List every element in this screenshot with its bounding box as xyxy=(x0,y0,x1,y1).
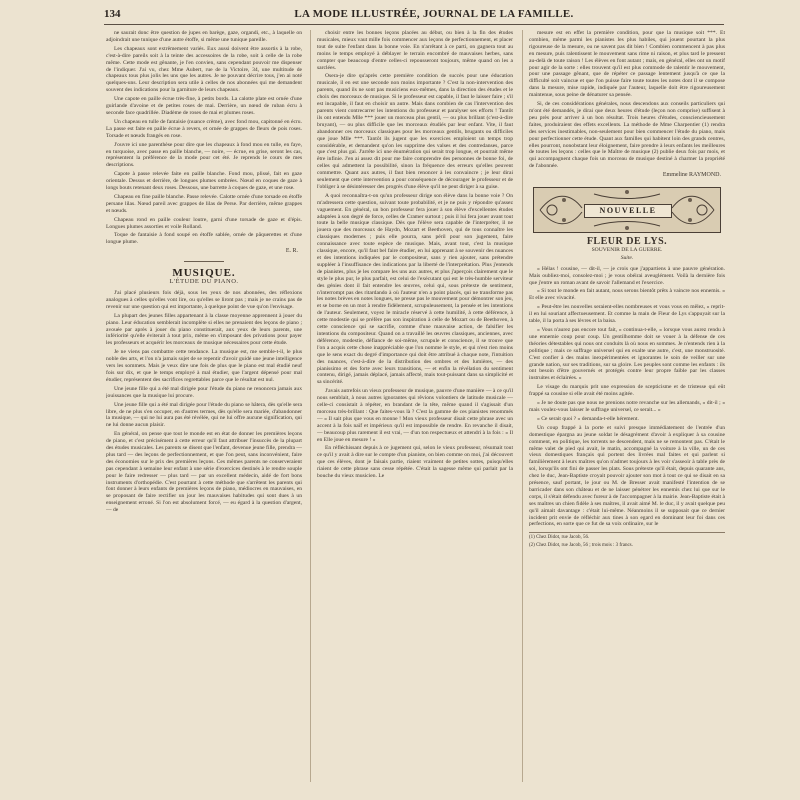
fashion-signature: E. R. xyxy=(285,248,298,255)
music-article-end xyxy=(529,30,725,170)
column-left xyxy=(106,30,302,782)
paragraph: Chapeau rond en paille couleur loutre, garni d'une torsade de gaze et d'épis. Longues plumes assorties et voile Rolland. xyxy=(106,216,302,230)
paragraph: « Si tout le monde en fait autant, nous serons bientôt prêts à vaincre nos ennemis. » Et elle avec vivacité. xyxy=(529,288,725,302)
fashion-article xyxy=(106,30,302,246)
paragraph: Un coup frappé à la porte et suivi presque immédiatement de l'entrée d'un domestique épargna au jeune soldat le désagrément d'avoir à expliquer à sa cousine comment, en politique, les torrents ne descendent, mais ne se remontent pas. C'était le même valet de pied qui avait, le matin, accompagné la voiture à la ville, un de ces vieux domestiques français qui portent des livrées mal faites et qui parlent si familièrement à leurs maîtres qu'on n'admet toujours à les voir s'asseoir à table près de soi, lorsqu'ils ont fini de passer les plats. Sous prétexte qu'il était, depuis quarante ans, chez le duc, Jean-Baptiste croyait pouvoir ajouter son mot à tout ce qui se disait en sa présence, sauf portant, le jour ou M. de Bresser avait manifesté l'intention de se barricader dans son château et de ne laisser pénétrer les ennemis chez lui que sur le corps, il s'était défendu avec fureur à de l'accompagner à la mairie. Jean-Baptiste était à ses maîtres un chien fidèle à ses maîtres, il avait aimé M. le duc, il y avait quelque peu qu'il aimait davantage : c'était lui-même. Néanmoins il se supposait que ce dernier incident prit envie de réfléchir aux tines à son egard en dominant leur foi dans ces perfections, en sorte que ce fut de sa voix ordinaire, sur le xyxy=(529,424,725,528)
footnote: (1) Chez Didot, rue Jacob, 56. xyxy=(529,535,590,541)
paragraph: Le visage du marquis prit une expression de scepticisme et de tristesse qui eût frappé sa cousine si elle avait été moins agitée. xyxy=(529,384,725,398)
paragraph: Osera-je dire qu'après cette première condition de succès pour une éducation musicale, il en est une seconde non moins importante ? C'est la non-intervention des parents, quand ils ne sont pas musiciens eux-mêmes, dans la direction des études et le choix des morceaux de musique. Si le professeur est capable, il faut le laisser faire ; s'il est incapable, il faut en choisir un autre. Mais dans combien de cas l'intervention des parents vient contrecarrer les intentions du professeur et paralyser ses efforts ! Tantôt ils ont entendu Mlle *** jouer un morceau plus gentil, — ou plus brillant (c'est-à-dire bruyant), — ou plus difficile que les morceaux étudiés par leur enfant. Vite, il faut abandonner ces morceaux classiques pour les morceaux gentils, brugants ou difficiles que joue Mlle ***. Tantôt ils jugent que les exercices emploient un temps trop considérable, et demandent qu'on les supprime des valses et des contredanses, parce que c'est plus gai. J'arrête ici une énumération qui serait trop longue, et pourrait même être infinie. J'en ai assez dit pour me faire comprendre des personnes de bonne foi, de celles qui admettent la possibilité, sinon la fréquence des erreurs qu'elles peuvent commettre. Quant aux autres, il faut bien renoncer à les convaincre ; je leur dirai seulement que cette intervention a pour conséquence de décourager le professeur et de l'obliger à se désintéresser des progrès d'une élève qu'il ne peut diriger à sa guise. xyxy=(317,73,513,190)
paragraph: En général, on pense que tout le monde est en état de donner les premières leçons de piano, et c'est précisément à cette erreur qu'il faut attribuer l'insuccès de la plupart des études musicales. Les parents se disent que l'enfant, devenue jeune fille, prendra — plus tard — des leçons de perfectionnement, et que l'on peut, sans inconvénient, faire des économies sur le prix des premières leçons. Ces mêmes parents ne conserveraient pas cependant à semaine leur enfant à une série d'exercices destinés à le rendre souple pour le faire redresser — plus tard — par un excellent médecin, aidé de fort bons instruments d'orthopédie. C'est pourtant à cette méthode que s'arrêtent les parents qui font donner à leurs enfants de premières leçons de piano, médiocres en mauvaises, en se proposant de faire rectifier un jour les mauvaises habitudes qui sont dues à un enseignement erroné. Si l'on est absolument forcé, — eu égard à la question d'argent, — de xyxy=(106,431,302,514)
paragraph: Une jeune fille qui a été mal dirigée pour l'étude du piano ne renoncera jamais aux jouissances que la musique lui procure. xyxy=(106,385,302,399)
paragraph: La plupart des jeunes filles appartenant à la classe moyenne apprennent à jouer du piano. Leur éducation semblerait incomplète si elles ne prenaient des leçons de piano ; avouée par après à jouer du piano constituerait, aux yeux de leurs parents, une infériorité qu'elle éviterait à tout prix, même en s'imposant des privations pour payer les professeurs et acquérir les morceaux de musique nécessaires pour cette étude. xyxy=(106,312,302,347)
footnote: (2) Chez Didot, rue Jacob, 56 ; trois mois : 3 francs. xyxy=(529,543,633,549)
paragraph: Un chapeau en tulle de fantaisie (nuance crème), avec fond mou, capitonné en écru. La passe est faite en paille écrue à revers, et ornée de grappes de fleurs de pois roses. Torsade et nœuds frangés en rose. xyxy=(106,118,302,139)
footnotes xyxy=(529,532,725,550)
paragraph: choisir entre les bonnes leçons placées au début, ou bien à la fin des études musicales, mieux vaut mille fois commencer aux leçons de perfectionnement, et placer tout de suite l'enfant dans la bonne voie. En n'arrêtant à ce parti, on gagnera tout au moins le temps employé à déblayer le terrain encombré de mauvaises herbes, sans compter que beaucoup d'entre celles-ci repousseront toujours, même quand on les a sarclées. xyxy=(317,30,513,71)
story-title: FLEUR DE LYS. xyxy=(586,236,668,248)
paragraph: Une capote en paille écrue très-fine, à petits bords. La calotte plate est ornée d'une guirlande d'avoine et de petites roses de mai. Derrière, un nœud de ruban écru à seconde face quadrillée. Diadème de roses de mai et plumes roses. xyxy=(106,96,302,116)
paragraph: « Ce serait quoi ? » demanda-t-elle hérement. xyxy=(537,415,639,422)
vignette-label: NOUVELLE xyxy=(584,204,672,218)
paragraph: mesure est en effet la première condition, pour que la musique soit ***. Et combien, même parmi les pianistes les plus habiles, qui jouent pourtant la plus rigoureuse de la mesure, ou ne savent pas dit bien ! Combien commencent à pas plus en mesure, puis ralentissent le mouvement sans rime ni raison, et plus tard le pressent au-delà de toute raison ! Les élèves en font autant ; mais, en général, elles ont un motif pour agir de la sorte : elles trouvent qu'il est plus commode de ralentir le mouvement, pour une passage gênant, que de répéter ce passage lentement jusqu'à ce que la difficulté soit vaincue et que l'on puisse faire toute toutes les notes dont il se compose dans la mesure, mise rapide, indiquée par l'auteur, laquelle doit être rigoureusement maintenue, sous peine de dénaturer sa pensée. xyxy=(529,30,725,99)
author-signature: Emmeline RAYMOND. xyxy=(662,172,721,179)
column-middle xyxy=(317,30,513,782)
paragraph: « Je ne doute pas que nous ne prenions notre revanche sur les allemands, » dit-il ; « mais voulez-vous laisser le suffrage universel, ce serait... » xyxy=(529,400,725,413)
music-article xyxy=(106,290,302,514)
paragraph: J'ai placé plusieurs fois déjà, sous les yeux de nos abonnées, des réflexions analogues à celles qu'elles vont lire, ou qu'elles se liront pas ; mais je ne crains pas de revenir sur une question qui est importante, à quelque point de vue qu'on l'envisage. xyxy=(106,290,302,310)
paragraph: A quoi reconnaîtra-t-on qu'un professeur dirige son élève dans la bonne voie ? On m'adressera cette question, suivant toute probabilité, et je ne puis y répondre qu'assez vaguement. En général, un bon professeur fera jouer à son élève d'excellentes études adaptées à son degré de force, celles de Cramer surtout ; puis il lui fera jouer avant tout toute la belle musique classique. Dès que l'élève sera capable de l'interpréter, il ne jouera que des morceaux de Haydn, Mozart et Beethoven, qui de tous connaître les classiques modernes ; puis elle pourra, sans péril pour son jugement, faire connaissance avec toute espèce de musique. Mais, avant tout, c'est la musique classique, encore, qu'il faut bel faire étudier, en lui apprenant à se souvenir des nuances et des intentions indiquées par le compositeur, sans y rien ajouter, sans prétendre suppléer à l'insuffisance des indications par la liberté de l'interprétation. Plus j'entends de pianistes, plus je les compare les uns aux autres, et plus j'aperçois clairement que le style le plus pur, le plus parfait, est celui de l'exécutant qui est le très-humble serviteur des génies dont il fait entendre les œuvres, celui qui, sous prétexte de sentiment, n'interrompt pas des ritardando à où l'auteur n'en a point placés, qui ne transforme pas les notes brèves en notes longues, ne presse pas le mouvement pour démontrer son jeu, et se borne en un mot à rendre fidèlement, scrupuleusement, la pensée et les intentions de l'auteur. Seulement, voyez le miracle réservé à cette humilité, à cette déférence, à cette modestie qui se préfère pas son inspiration à celle de Mozart ou de Beethoven, à cette conscience qui se sacrifie, comme d'une mauvaise action, de falsifier les intentions du compositeur. Quand on a travaillé les œuvres classiques, anciennes, avec déférence, modestie, défiance de soi-même, scrupule et conscience, il se trouve que l'on a acquis cette chose inappréciable que l'on nomme le style, et qui n'est rien moins que le sens exact du degré d'importance qui doit être attribué à chaque note, l'intuition des nuances, c'est-à-dire de la distribution des ombres et des lumières, — des pianissimo et des forte avec leurs transitions, — et enfin la révélation du sentiment contenu, dirigé, jamais déplacé, jamais affecté, mais tout-puissant dans sa simplicité et sa sincérité. xyxy=(317,192,513,386)
paragraph: En réfléchissant depuis à ce jugement qui, selon le vieux professeur, résumait tout ce qu'il y avait à dire sur le compte d'un pianiste, on bien comme on moi, j'ai découvert que ces élèves, dont je faisais partie, riaient vraiment de petites sottes, puisqu'elles riaient de cette phrase sans cesse répétée. C'était la sagesse même qui parlait par la bouche du vieux musicien. Le xyxy=(317,445,513,480)
paragraph: « Peut-être les nouvelles seraient-elles nombreuses et vous vous en mêlez, » reprit-il en lui souriant affectueusement. Et comme la main de Fleur de Lys s'appuyait sur la table, il la porta à ses lèvres et la baisa. xyxy=(529,304,725,325)
paragraph: « Hélas ! cousine, — dit-il, — je crois que j'appartiens à une pauvre génération. Mais oubliez-moi, consolez-moi ; je vous obéirai aveuglément. Voilà la dernière fois que j'entre un roman avant de savoir l'allemand et l'exercice. xyxy=(529,265,725,286)
story-suite-label: Suite. xyxy=(620,254,634,261)
music-section-subtitle: L'ÉTUDE DU PIANO. xyxy=(169,278,239,286)
column-right xyxy=(529,30,725,782)
paragraph: Une jeune fille qui a été mal dirigée pour l'étude du piano se hâtera, dès qu'elle sera libre, de ne plus s'en occuper, en d'autres termes, dès qu'elle sera mariée, d'abandonner la musique, — qui ne lui aura pas été révélée, qui ne lui offre aucune signification, qui ne lui donne aucun plaisir. xyxy=(106,401,302,429)
nouvelle-vignette xyxy=(533,187,721,233)
music-section-title: MUSIQUE. xyxy=(172,267,236,280)
paragraph: Si, de ces considérations générales, nous descendons aux conseils particuliers qui m'ont été demandés, je dirai que deux heures d'étude (leçon non comprise) suffisent à peu près pour arriver à un bon résultat. Trois heures d'études, consciencieusement faites, produiraient des effets excellents. La méthode de Mme Charpentier (1) rendra des services inestimables, non-seulement pour bien commencer l'étude du piano, mais pour perfectionner cette étude. Quant aux familles qui habitent loin des grands centres, elles pourront, nonobstant leur éloignement, faire prendre à leurs enfants les meilleures de toutes les leçons : celles que le Maître de musique (2) publie deux fois par mois, et qui accompagnent chaque fois un morceau de musique destiné à charmer la propriété de l'abonnée. xyxy=(529,101,725,170)
paragraph: Toque de fantaisie à fond soupé en étoffe sablée, ornée de pâquerettes et d'une longue plume. xyxy=(106,232,302,246)
running-title: LA MODE ILLUSTRÉE, JOURNAL DE LA FAMILLE. xyxy=(294,8,574,20)
page-number: 134 xyxy=(104,8,121,20)
paragraph: J'avais autrefois un vieux professeur de musique, pauvre d'une manière — à ce qu'il nous semblait, à nous autres ignorantes qui rêvions volontiers de latitude musicale — celle-ci consistait à répéter, en brandant de la tête, même quand il s'agissait d'un morceau très-brillant : Que faites-vous là ? C'est la gamme de ces pianistes renommés — « Il sait plus que vous en monne ! Mon vieux professeur disait cette phrase avec un accent à la fois naïf et impérieux qu'il est impossible de rendre. En revanche il disait, — beaucoup plus rarement il est vrai, — d'un ton respectueux et attendri à la fois : « Il en Elle joue en mesure ! » xyxy=(317,388,513,443)
paragraph: Les chapeaux sont extrêmement variés. Eux aussi doivent être assortis à la robe, c'est-à-dire pareils soit à la teinte des accessoires de la robe, soit à celle de la robe même. Cette mode est gênante, je l'en convien, sans cependant pouvoir me dispenser de l'indiquer. J'ai vu, chez Mme Aubert, rue de la Victoire, 34, une multitude de chapeaux tous plus jolis les uns que les autres. Je ne pouvant décrire tous, j'en ai noté quelques-uns. Leur description sera utile à celles de nos abonnées qui me demandent souvent des indications pour la garniture de leurs chapeaux. xyxy=(106,45,302,94)
paragraph: Chapeau en fine paille blanche. Passe relevée. Calotte ornée d'une torsade en étoffe persane lilas. Nœud pareil avec grappes de lilas de Perse. Par derrière, même grappes et nœuds. xyxy=(106,193,302,214)
column-divider xyxy=(310,30,311,782)
music-article-continued xyxy=(317,30,513,480)
paragraph: ne saurait donc être question de jupes en barège, gaze, organdi, etc., à laquelle on adjoindrait une tunique d'une autre étoffe, si même une tunique pareille. xyxy=(106,30,302,43)
paragraph: Capote à passe relevée faite en paille blanche. Fond mou, plissé, fait en gaze orientale. Dessus et derrière, de longues plumes ombrées. Nœud en coques de gaze à longs bouts retenant deux roses. Dessous, une barrette à coques de gaze, et une rose. xyxy=(106,171,302,192)
header-rule xyxy=(104,24,724,25)
paragraph: Je ne viens pas combattre cette tendance. La musique est, me semble-t-il, le plus noble des arts, et l'on n'a jamais sujet de se repentir d'avoir guidé une jeune intelligence vers les sommets. Mais je veux dire une fois de plus que le piano est mal étudié neuf fois sur dix, et que le temps employé à mal étudier, que l'argent dépensé pour mal étudier, représentent des sacrifices regrettables parce que le résultat est nul. xyxy=(106,349,302,383)
paragraph: J'ouvre ici une parenthèse pour dire que les chapeaux à fond mou en tulle, en faye, en turquoise, avec passe en paille blanche, — noire, — écrue, en grise, seront les cas, représentent la préférence de la mode pour cet été. Je reprends le cours de mes descriptions. xyxy=(106,141,302,169)
story-subtitle: SOUVENIR DE LA GUERRE. xyxy=(591,246,663,253)
section-separator xyxy=(184,261,224,262)
column-divider xyxy=(522,30,523,782)
story-body xyxy=(529,266,725,529)
page-header xyxy=(104,6,724,22)
paragraph: « Vous n'aurez pas encore tout fait, » continua-t-elle, « lorsque vous aurez rendu à une ennemie coup pour coup. Un gentilhomme doit se vouer à la défense de ces théories détestables qui nous ont conduits là où nous en sommes. Je n'entends rien à la politique ; mais ce suffrage universel qui en exalte une autre, c'est, une monstruosité. C'est confier à des mains inexpérimentées et ignorantes le soin de veiller sur une grande nation, sur ses traditions, sur sa gloire. Les peuples sont comme les enfants : ils ont besoin d'être gouvernés et protégés contre leur propre faible par les classes instruites et éclairées. » xyxy=(529,327,725,382)
